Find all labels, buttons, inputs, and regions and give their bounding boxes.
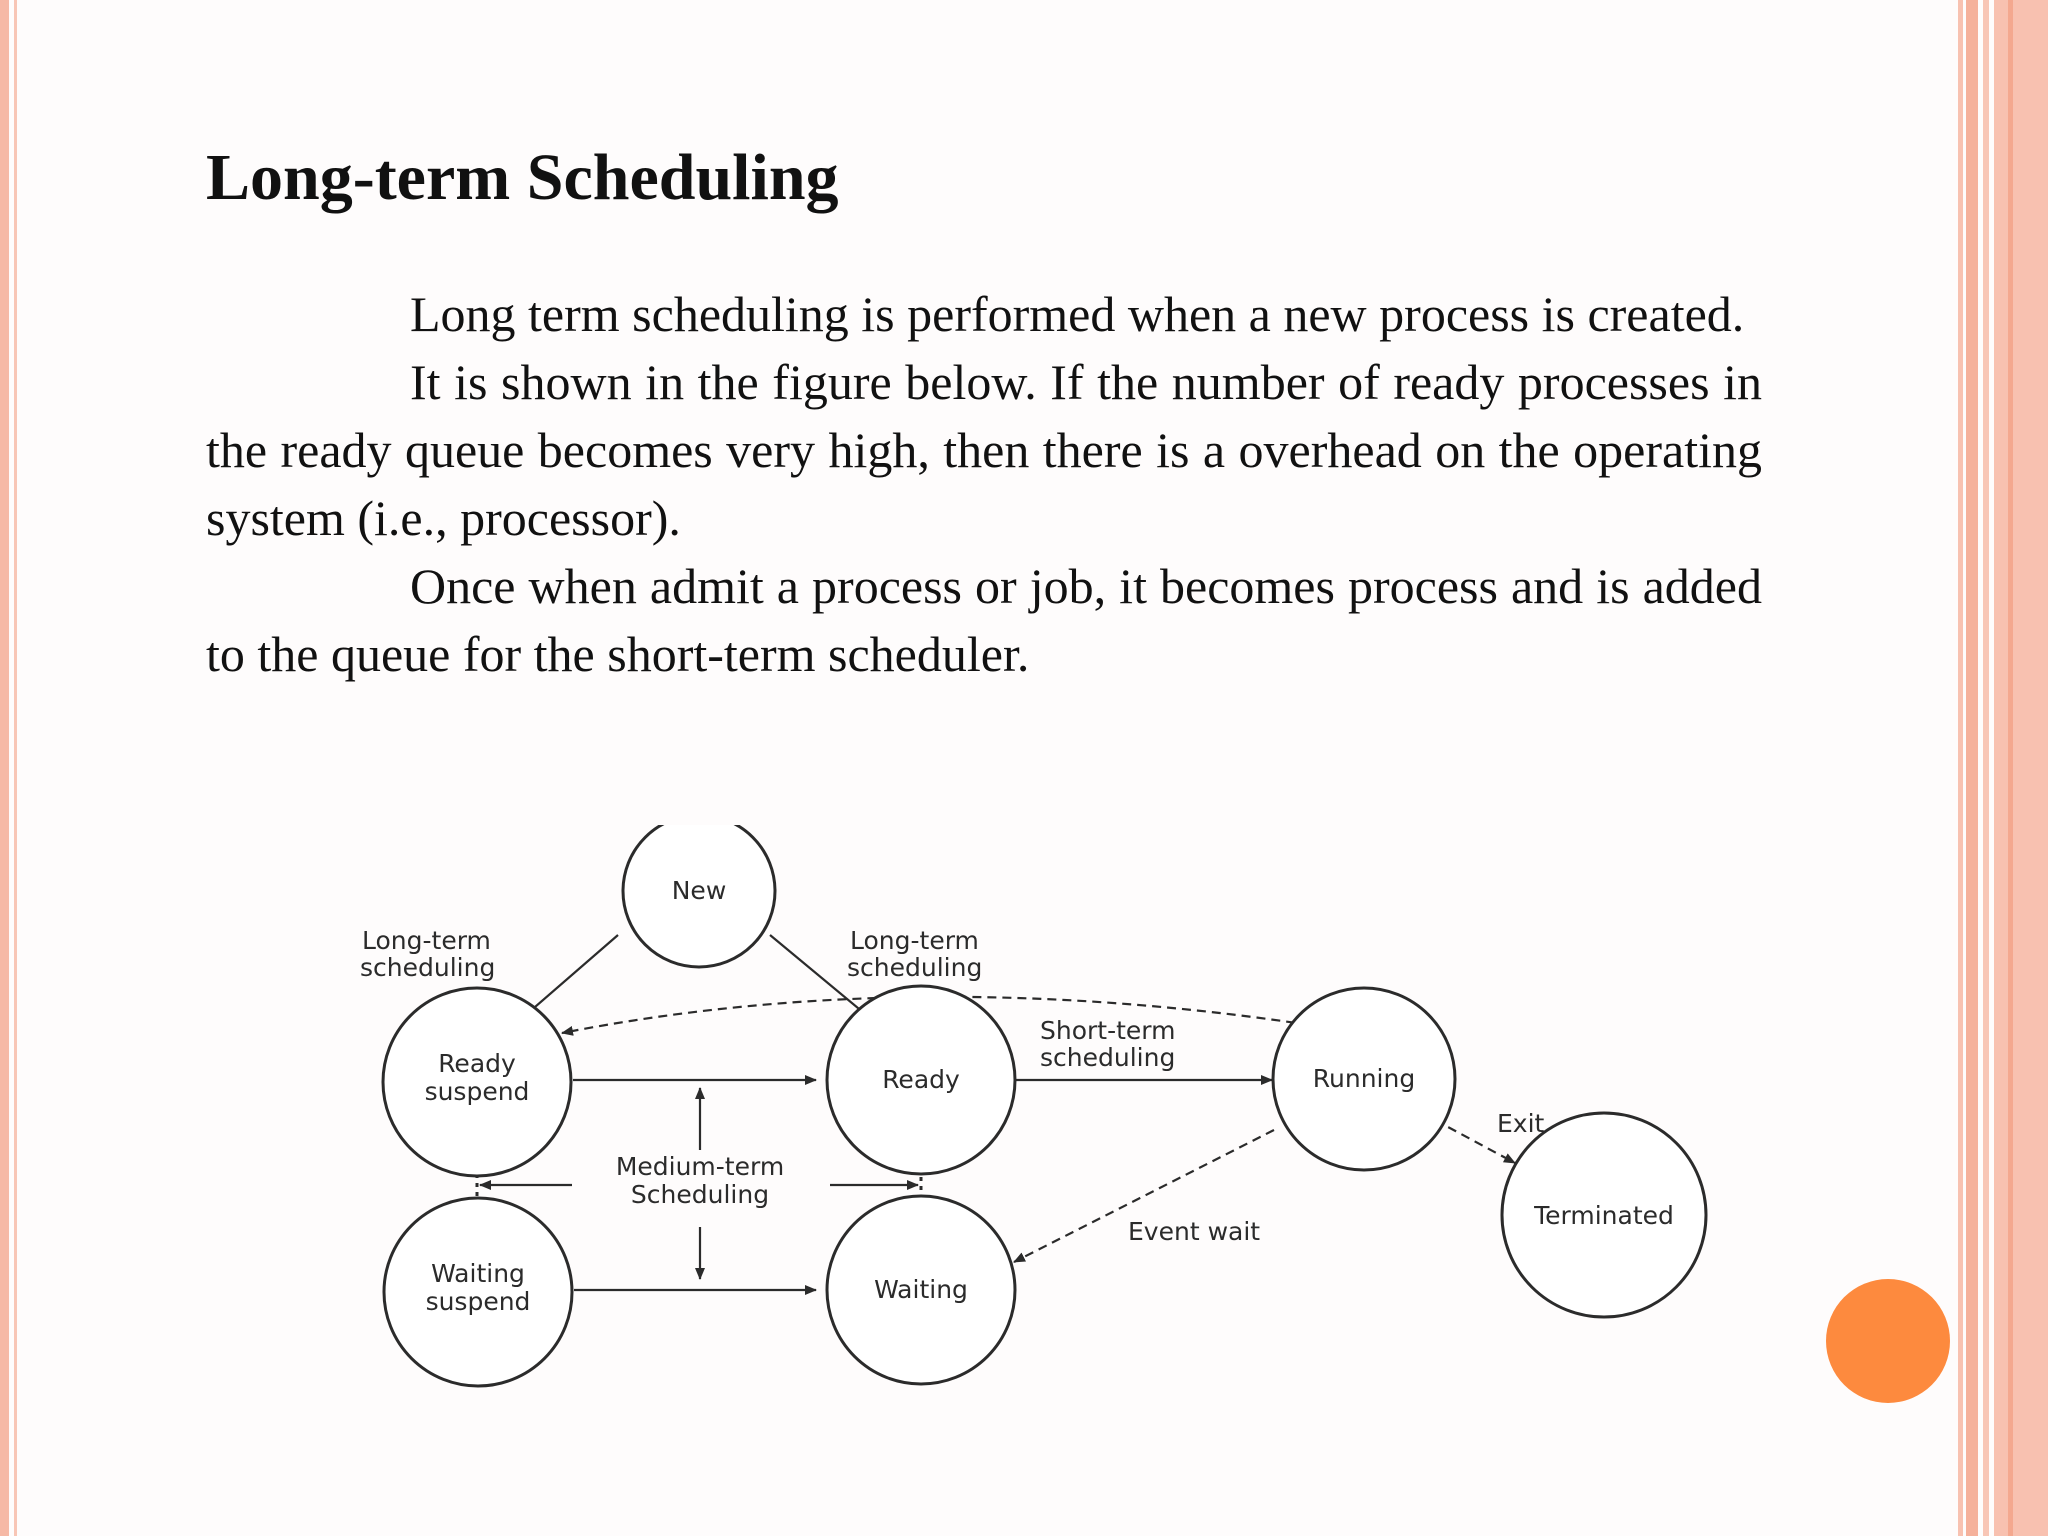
label-medium-term-line1: Medium-term (615, 1152, 785, 1181)
label-short-term-line1: Short-term (1040, 1016, 1176, 1045)
node-running (1273, 988, 1455, 1170)
node-ready-suspend-label-line2: suspend (424, 1077, 530, 1106)
node-terminated (1502, 1113, 1706, 1317)
paragraph-2: It is shown in the figure below. If the number of ready processes in the ready queue becomes very high, then there is a overhead on the operating system (i.e., processor). (206, 354, 1762, 546)
right-border-stripe-5 (2008, 0, 2013, 1536)
label-long-term-right-line2: scheduling (847, 953, 983, 982)
right-border-stripe-4 (1994, 0, 2048, 1536)
slide-body (206, 280, 1762, 688)
label-long-term-left-line1: Long-term (362, 926, 491, 955)
node-terminated-label: Terminated (1534, 1201, 1674, 1230)
node-waiting-label: Waiting (874, 1275, 968, 1304)
label-long-term-left-line2: scheduling (360, 953, 496, 982)
node-new (623, 825, 775, 967)
label-short-term-line2: scheduling (1040, 1043, 1176, 1072)
slide-title: Long-term Scheduling (206, 141, 839, 214)
node-waiting (827, 1196, 1015, 1384)
right-border-stripe-1 (1958, 0, 1963, 1536)
node-ready-label: Ready (882, 1065, 960, 1094)
paragraph-1: Long term scheduling is performed when a new process is created. (410, 286, 1745, 342)
paragraph-3: Once when admit a process or job, it becomes process and is added to the queue for the short-term scheduler. (206, 558, 1762, 682)
label-exit: Exit (1497, 1109, 1545, 1138)
process-state-diagram (350, 825, 1730, 1405)
node-waiting-suspend-label-line2: suspend (425, 1287, 531, 1316)
node-new-label: New (671, 876, 727, 905)
node-waiting-suspend-label-line1: Waiting (431, 1259, 525, 1288)
decorative-orange-circle (1826, 1279, 1950, 1403)
label-medium-term-line2: Scheduling (630, 1180, 770, 1209)
right-border-stripe-3 (1983, 0, 1989, 1536)
left-border-stripe (0, 0, 9, 1536)
node-ready-suspend-label-line1: Ready (438, 1049, 516, 1078)
label-long-term-right-line1: Long-term (850, 926, 979, 955)
node-waiting-suspend (384, 1198, 572, 1386)
node-ready (827, 986, 1015, 1174)
right-border-stripe-2 (1966, 0, 1978, 1536)
label-event-wait: Event wait (1128, 1217, 1261, 1246)
node-ready-suspend (383, 988, 571, 1176)
node-running-label: Running (1312, 1064, 1416, 1093)
left-border-thin-stripe (14, 0, 17, 1536)
